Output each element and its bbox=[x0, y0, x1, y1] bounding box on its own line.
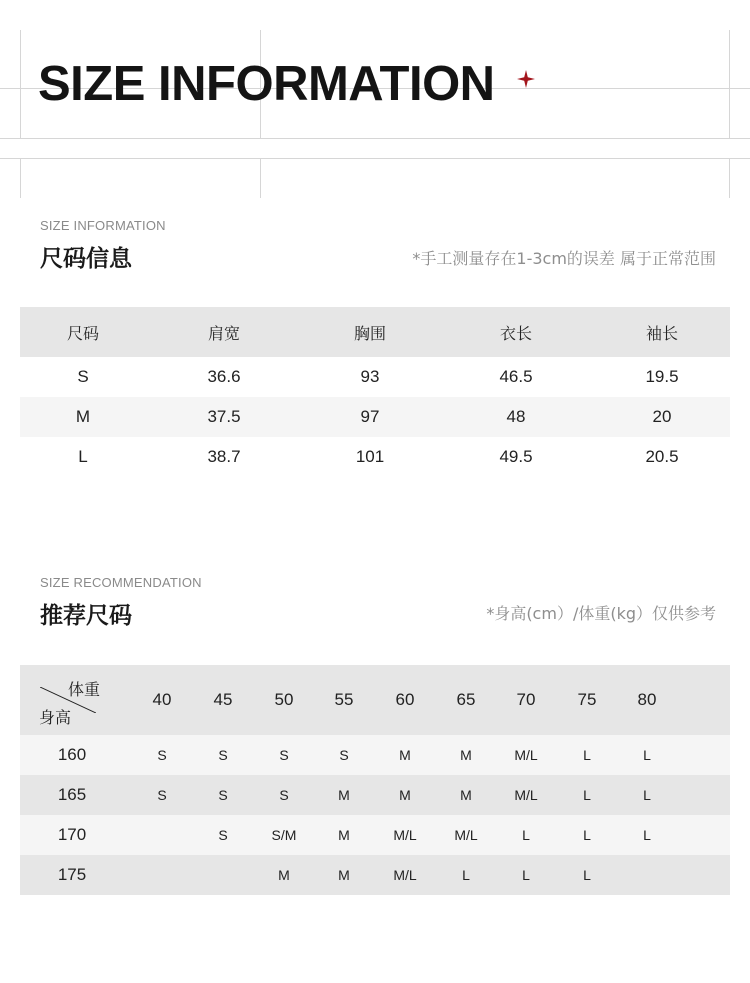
size-cell: M/L bbox=[514, 747, 538, 763]
size-cell: S bbox=[77, 367, 89, 386]
weight-header: 45 bbox=[213, 690, 233, 709]
weight-header: 40 bbox=[152, 690, 172, 709]
grid-line bbox=[260, 158, 261, 198]
sleeve-cell: 20 bbox=[652, 407, 672, 426]
size-cell: M bbox=[75, 407, 91, 426]
grid-line bbox=[729, 158, 730, 198]
size-cell: S bbox=[157, 747, 167, 763]
weight-corner-label: 体重 bbox=[68, 680, 101, 699]
height-label: 165 bbox=[57, 785, 87, 804]
sleeve-cell: 20.5 bbox=[645, 447, 679, 466]
size-cell: M bbox=[460, 747, 472, 763]
chest-cell: 93 bbox=[360, 367, 380, 386]
recommendation-title-en: SIZE RECOMMENDATION bbox=[40, 575, 202, 590]
size-cell: S bbox=[218, 827, 228, 843]
weight-header: 70 bbox=[516, 690, 536, 709]
size-cell: M bbox=[278, 867, 290, 883]
header-cell: 衣长 bbox=[499, 323, 532, 343]
length-cell: 46.5 bbox=[499, 367, 533, 386]
sleeve-cell: 19.5 bbox=[645, 367, 679, 386]
table-row bbox=[20, 357, 730, 397]
height-label: 160 bbox=[57, 745, 87, 764]
grid-line bbox=[20, 158, 21, 198]
table-row bbox=[20, 437, 730, 477]
table-row bbox=[20, 775, 730, 815]
recommendation-note: *身高(cm）/体重(kg）仅供参考 bbox=[486, 604, 716, 623]
shoulder-cell: 38.7 bbox=[207, 447, 241, 466]
weight-header: 50 bbox=[274, 690, 294, 709]
recommendation-table bbox=[20, 665, 730, 895]
hero-title: SIZE INFORMATION bbox=[38, 57, 495, 111]
size-cell: M bbox=[338, 867, 350, 883]
size-cell: L bbox=[583, 787, 591, 803]
weight-header: 60 bbox=[395, 690, 415, 709]
size-cell: S/M bbox=[271, 827, 297, 843]
size-cell: L bbox=[522, 867, 530, 883]
size-cell: M bbox=[338, 787, 350, 803]
size-cell: L bbox=[522, 827, 530, 843]
size-cell: S bbox=[218, 787, 228, 803]
size-cell: M/L bbox=[454, 827, 478, 843]
table-row bbox=[20, 397, 730, 437]
chest-cell: 97 bbox=[360, 407, 380, 426]
recommendation-header bbox=[20, 665, 730, 735]
size-cell: M/L bbox=[393, 827, 417, 843]
size-cell: L bbox=[643, 827, 651, 843]
size-info-title-cn: 尺码信息 bbox=[40, 246, 132, 272]
grid-line bbox=[20, 30, 21, 138]
weight-header: 55 bbox=[334, 690, 354, 709]
size-cell: S bbox=[279, 747, 289, 763]
length-cell: 49.5 bbox=[499, 447, 533, 466]
size-table bbox=[20, 307, 730, 477]
chest-cell: 101 bbox=[355, 447, 385, 466]
grid-line bbox=[0, 158, 750, 159]
weight-header: 80 bbox=[637, 690, 657, 709]
shoulder-cell: 36.6 bbox=[207, 367, 241, 386]
shoulder-cell: 37.5 bbox=[207, 407, 241, 426]
header-cell: 胸围 bbox=[353, 323, 386, 343]
size-info-note: *手工测量存在1-3cm的误差 属于正常范围 bbox=[412, 249, 716, 268]
height-label: 175 bbox=[57, 865, 87, 884]
size-cell: L bbox=[643, 787, 651, 803]
header-cell: 袖长 bbox=[645, 323, 678, 343]
weight-header: 75 bbox=[577, 690, 597, 709]
size-cell: M bbox=[338, 827, 350, 843]
size-cell: M bbox=[399, 787, 411, 803]
height-corner-label: 身高 bbox=[39, 708, 72, 727]
size-cell: S bbox=[157, 787, 167, 803]
four-point-star-icon bbox=[517, 70, 535, 88]
size-cell: M bbox=[460, 787, 472, 803]
size-table-header bbox=[20, 307, 730, 357]
recommendation-title-cn: 推荐尺码 bbox=[40, 603, 132, 629]
size-cell: M/L bbox=[393, 867, 417, 883]
height-label: 170 bbox=[57, 825, 87, 844]
size-cell: L bbox=[583, 867, 591, 883]
size-cell: L bbox=[583, 747, 591, 763]
size-info-title-en: SIZE INFORMATION bbox=[40, 218, 166, 233]
size-cell: S bbox=[218, 747, 228, 763]
header-cell: 尺码 bbox=[66, 323, 99, 343]
length-cell: 48 bbox=[506, 407, 526, 426]
table-row bbox=[20, 855, 730, 895]
size-cell: L bbox=[78, 447, 88, 466]
size-cell: S bbox=[339, 747, 349, 763]
grid-line bbox=[0, 138, 750, 139]
size-cell: L bbox=[583, 827, 591, 843]
grid-line bbox=[729, 30, 730, 138]
table-row bbox=[20, 735, 730, 775]
size-cell: S bbox=[279, 787, 289, 803]
size-cell: L bbox=[643, 747, 651, 763]
size-cell: M/L bbox=[514, 787, 538, 803]
weight-header: 65 bbox=[456, 690, 476, 709]
size-cell: M bbox=[399, 747, 411, 763]
size-cell: L bbox=[462, 867, 470, 883]
header-cell: 肩宽 bbox=[207, 323, 240, 343]
table-row bbox=[20, 815, 730, 855]
